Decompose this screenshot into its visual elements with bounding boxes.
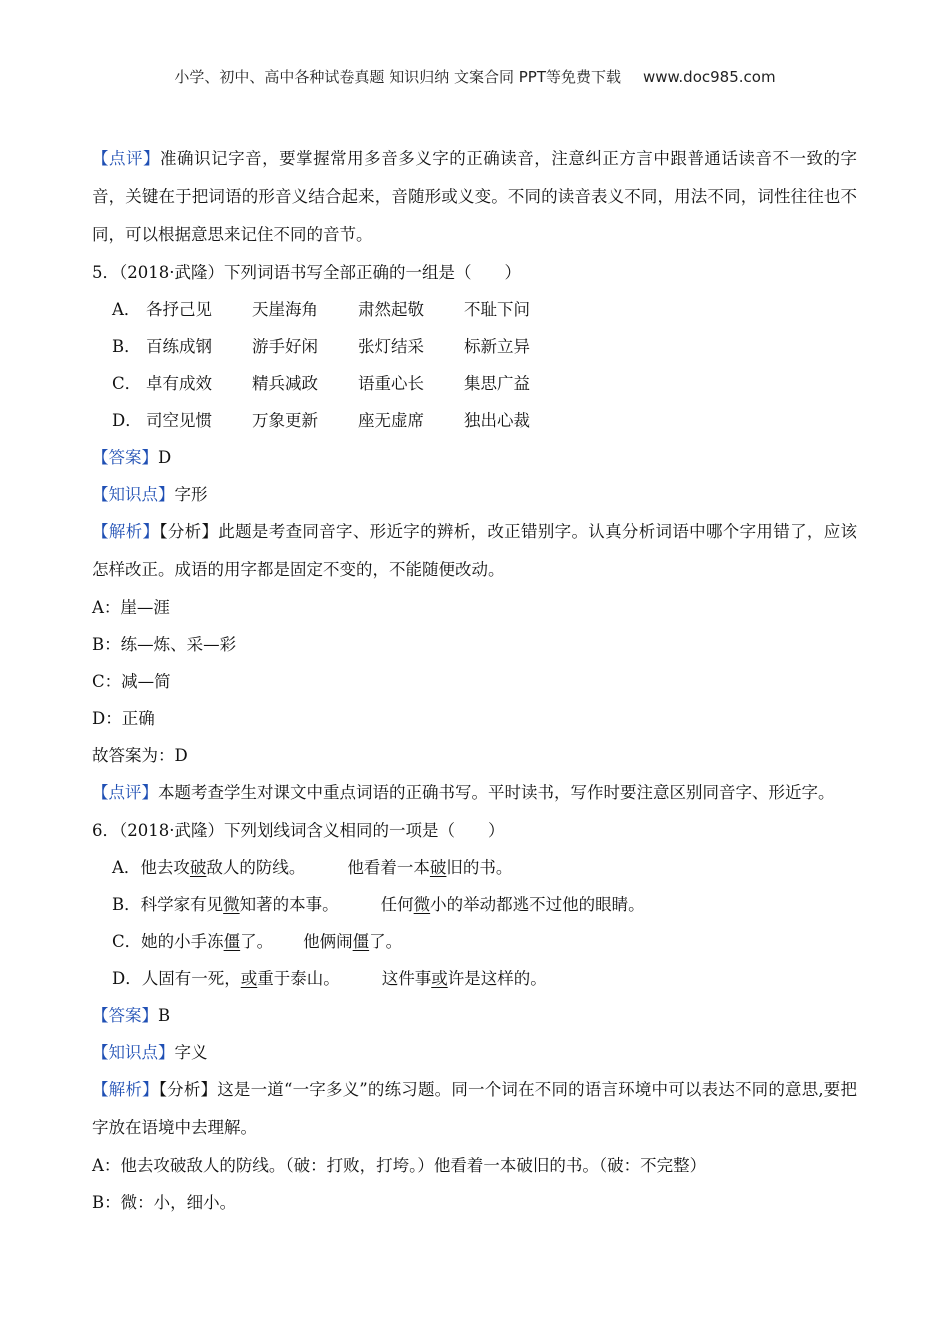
sentence-text: 科学家有见 (140, 895, 224, 914)
q6-analysis (92, 1071, 857, 1147)
option-word: 精兵减政 (252, 374, 318, 393)
sentence-text: 他看着一本 (347, 858, 430, 877)
sentence-text: 她的小手冻 (141, 932, 224, 951)
option-word: 座无虚席 (358, 411, 424, 430)
page-header (0, 66, 950, 87)
knowledge-value: 字形 (174, 485, 208, 504)
q5-option-a (92, 291, 857, 328)
sentence-text: 许是这样的。 (447, 969, 547, 988)
knowledge-tag: 【知识点】 (92, 485, 175, 504)
underlined-word: 或 (240, 969, 258, 988)
comment-paragraph (92, 140, 857, 254)
q5-answer (92, 439, 857, 476)
document-body (92, 140, 857, 1221)
analysis-text: 【分析】此题是考查同音字、形近字的辨析，改正错别字。认真分析词语中哪个字用错了，应该怎样改正。成语的用字都是固定不变的，不能随便改动。 (92, 522, 858, 579)
analysis-tag: 【解析】 (92, 522, 160, 541)
q5-option-c (92, 365, 857, 402)
sentence-text: 重于泰山。 (257, 969, 340, 988)
q6-option-b (92, 886, 857, 923)
sentence-text: 人固有一死， (141, 969, 241, 988)
comment-text: 准确识记字音，要掌握常用多音多义字的正确读音，注意纠正方言中跟普通话读音不一致的字音，关键在于把词语的形音义结合起来，音随形或义变。不同的读音表义不同，用法不同，词性往往也不同，可以根据意思来记住不同的音节。 (92, 149, 858, 244)
underlined-word: 僵 (223, 932, 241, 951)
option-word: 天崖海角 (252, 300, 318, 319)
answer-tag: 【答案】 (92, 448, 158, 467)
comment-tag: 【点评】 (92, 783, 158, 802)
option-word: 张灯结采 (358, 337, 424, 356)
q5-line: 故答案为：D (92, 746, 188, 765)
question-5-options (92, 291, 857, 439)
q6-option-c (92, 923, 857, 960)
option-word: 肃然起敬 (358, 300, 424, 319)
underlined-word: 破 (429, 858, 447, 877)
comment-text: 本题考查学生对课文中重点词语的正确书写。平时读书，写作时要注意区别同音字、形近字。 (158, 783, 835, 802)
q5-analysis (92, 513, 857, 589)
q6-knowledge-point (92, 1034, 857, 1071)
q5-option-d (92, 402, 857, 439)
q5-line: A：崖—涯 (92, 598, 170, 617)
option-word: 不耻下问 (464, 300, 530, 319)
header-text: 小学、初中、高中各种试卷真题 知识归纳 文案合同 PPT等免费下载 (174, 68, 621, 86)
question-5-title: 5．（2018·武隆）下列词语书写全部正确的一组是（ ） (92, 263, 521, 282)
sentence-text: 了。 (369, 932, 403, 951)
option-label: D． (112, 969, 142, 988)
option-word: 独出心裁 (464, 411, 530, 430)
sentence-text: 任何 (380, 895, 414, 914)
analysis-text: 【分析】这是一道“一字多义”的练习题。同一个词在不同的语言环境中可以表达不同的意思,要把字放在语境中去理解。 (92, 1080, 857, 1137)
q6-answer (92, 997, 857, 1034)
option-label: B． (112, 337, 141, 356)
sentence-text: 他俩闹 (303, 932, 353, 951)
underlined-word: 破 (189, 858, 207, 877)
sentence-text: 了。 (240, 932, 274, 951)
q5-knowledge-point (92, 476, 857, 513)
sentence-text: 小的举动都逃不过他的眼睛。 (430, 895, 645, 914)
answer-value: B (158, 1006, 171, 1025)
option-word: 百练成钢 (146, 337, 212, 356)
analysis-tag: 【解析】 (92, 1080, 159, 1099)
underlined-word: 微 (223, 895, 240, 914)
option-word: 标新立异 (464, 337, 530, 356)
answer-tag: 【答案】 (92, 1006, 158, 1025)
q5-line: B：练—炼、采—彩 (92, 635, 237, 654)
sentence-text: 敌人的防线。 (206, 858, 306, 877)
q6-line: B：微：小，细小。 (92, 1193, 237, 1212)
underlined-word: 或 (431, 969, 448, 988)
sentence-text: 旧的书。 (446, 858, 513, 877)
knowledge-tag: 【知识点】 (92, 1043, 175, 1062)
underlined-word: 微 (413, 895, 431, 914)
option-word: 各抒己见 (146, 300, 212, 319)
question-6-options (92, 849, 857, 997)
comment-tag: 【点评】 (92, 149, 161, 168)
sentence-text: 他去攻 (140, 858, 190, 877)
option-word: 万象更新 (252, 411, 318, 430)
q6-option-d (92, 960, 857, 997)
q5-line: C：减—简 (92, 672, 171, 691)
option-word: 语重心长 (358, 374, 424, 393)
knowledge-value: 字义 (174, 1043, 208, 1062)
q6-option-a (92, 849, 857, 886)
q5-comment (92, 774, 857, 812)
option-label: A． (112, 858, 141, 877)
option-word: 集思广益 (464, 374, 530, 393)
option-label: A． (112, 300, 141, 319)
underlined-word: 僵 (352, 932, 370, 951)
option-label: D． (112, 411, 142, 430)
q6-line: A：他去攻破敌人的防线。（破：打败，打垮。）他看着一本破旧的书。（破：不完整） (92, 1156, 707, 1175)
sentence-text: 这件事 (381, 969, 432, 988)
q5-option-b (92, 328, 857, 365)
option-word: 游手好闲 (252, 337, 318, 356)
question-6-title: 6．（2018·武隆）下列划线词含义相同的一项是（ ） (92, 821, 505, 840)
answer-value: D (158, 448, 172, 467)
option-label: C． (112, 374, 142, 393)
sentence-text: 知著的本事。 (239, 895, 339, 914)
option-label: C． (112, 932, 142, 951)
option-label: B． (112, 895, 141, 914)
q5-line: D：正确 (92, 709, 155, 728)
option-word: 司空见惯 (146, 411, 212, 430)
option-word: 卓有成效 (146, 374, 212, 393)
header-site-link[interactable]: www.doc985.com (642, 68, 776, 86)
